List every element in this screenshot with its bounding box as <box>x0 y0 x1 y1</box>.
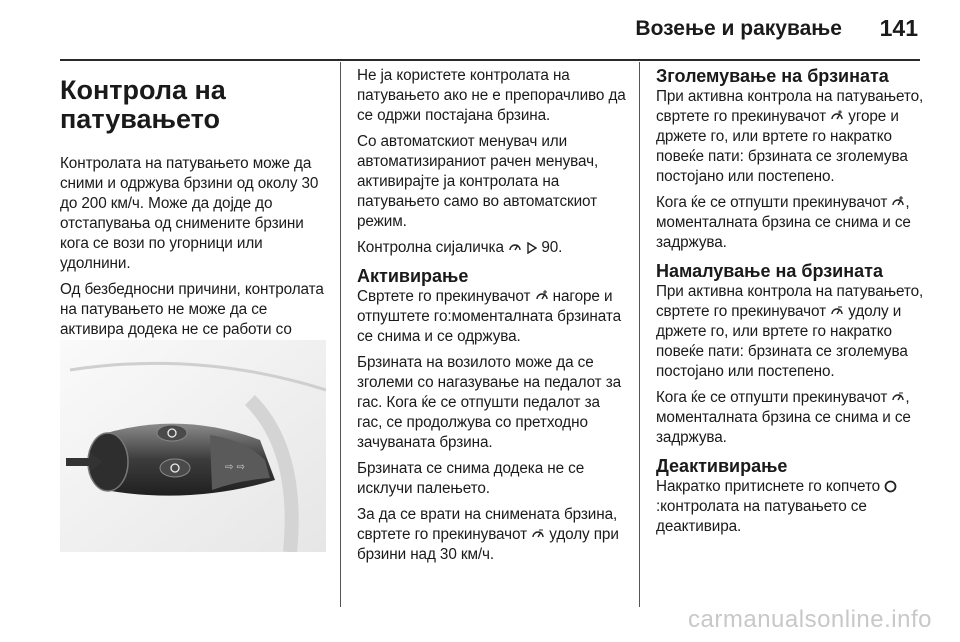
paragraph-text: Контролна сијаличка <box>357 239 509 256</box>
paragraph-text: удолу при брзини над 30 км/ч. <box>357 526 619 563</box>
paragraph-text: Свртете го прекинувачот <box>357 288 535 305</box>
column-1 <box>60 66 326 366</box>
speedometer-plus-icon <box>830 109 844 123</box>
paragraph-text: , моменталната брзина се снима и се задржува. <box>656 194 911 251</box>
subheading-decrease-speed: Намалување на брзината <box>656 261 883 281</box>
paragraph <box>357 287 629 347</box>
stalk-drawing <box>60 340 326 552</box>
heading-line: патувањето <box>60 104 220 134</box>
paragraph-text: За да се врати на снимената брзина, свртете го прекинувачот <box>357 506 618 543</box>
paragraph-text: нагоре и отпуштете го:моменталната брзината се снима и се одржува. <box>357 288 621 345</box>
paragraph <box>656 282 926 382</box>
paragraph: Со автоматскиот менувач или автоматизираниот рачен менувач, активирајте ја контролата на патувањето само во автоматскиот режим. <box>357 133 599 230</box>
paragraph: Брзината на возилото може да се зголеми со нагазување на педалот за гас. Кога ќе се отпушти педалот за гас, се продолжува со претходно зачуваната брзина. <box>357 354 622 451</box>
page-reference-link[interactable]: 90. <box>541 239 563 256</box>
paragraph-text: удолу и држете го, или вртете го накратко повеќе пати: брзината се зголемува постојано или постепено. <box>656 303 908 380</box>
speedometer-minus-icon <box>830 304 844 318</box>
header-rule <box>60 59 920 61</box>
paragraph: Контролата на патувањето може да сними и одржува брзини од околу 30 до 200 км/ч. Може да дојде до отстапувања од снимените брзини кога се вози по угорници или удолнини. <box>60 155 319 272</box>
cruise-control-illustration <box>60 340 326 552</box>
speedometer-minus-icon <box>891 390 905 404</box>
paragraph <box>656 477 926 537</box>
speedometer-plus-icon <box>891 195 905 209</box>
column-2 <box>357 66 629 571</box>
subheading-deactivation: Деактивирање <box>656 456 788 476</box>
paragraph: Брзината се снима додека не се исклучи палењето. <box>357 460 585 497</box>
speedometer-icon <box>508 240 522 254</box>
paragraph: Не ја користете контролата на патувањето ако не е препорачливо да се одржи постајана брзина. <box>357 67 626 124</box>
paragraph <box>656 388 926 448</box>
paragraph <box>656 193 926 253</box>
paragraph-text: При активна контрола на патувањето, свртете го прекинувачот <box>656 283 924 320</box>
paragraph-text: Кога ќе се отпушти прекинувачот <box>656 389 892 406</box>
paragraph <box>357 505 629 565</box>
speedometer-minus-icon <box>531 527 545 541</box>
paragraph <box>357 238 629 258</box>
subheading-activation: Активирање <box>357 266 469 286</box>
column-divider <box>340 62 341 607</box>
paragraph-text: Кога ќе се отпушти прекинувачот <box>656 194 892 211</box>
subheading-increase-speed: Зголемување на брзината <box>656 66 889 86</box>
watermark: carmanualsonline.info <box>688 606 932 633</box>
reference-triangle-icon[interactable] <box>526 242 537 254</box>
paragraph-text: При активна контрола на патувањето, свртете го прекинувачот <box>656 88 924 125</box>
paragraph-text: угоре и држете го, или вртете го накратко повеќе пати: брзината се зголемува постојано или постепено. <box>656 108 908 185</box>
section-heading <box>60 76 326 134</box>
chapter-title: Возење и ракување <box>635 17 842 40</box>
paragraph <box>656 87 926 187</box>
paragraph-text: , моменталната брзина се снима и се задржува. <box>656 389 911 446</box>
paragraph-text: :контролата на патувањето се деактивира. <box>656 498 867 535</box>
paragraph: Од безбедносни причини, контролата на патувањето не може да се активира додека не се работи со <box>60 281 324 338</box>
column-divider <box>639 62 640 607</box>
heading-line: Контрола на <box>60 75 226 105</box>
column-3 <box>656 66 926 543</box>
page-number: 141 <box>879 15 918 41</box>
circle-o-icon <box>884 480 897 493</box>
paragraph-text: Накратко притиснете го копчето <box>656 478 885 495</box>
page-header <box>0 0 960 60</box>
speedometer-plus-icon <box>535 289 549 303</box>
svg-text:⇨ ⇨: ⇨ ⇨ <box>225 462 245 473</box>
